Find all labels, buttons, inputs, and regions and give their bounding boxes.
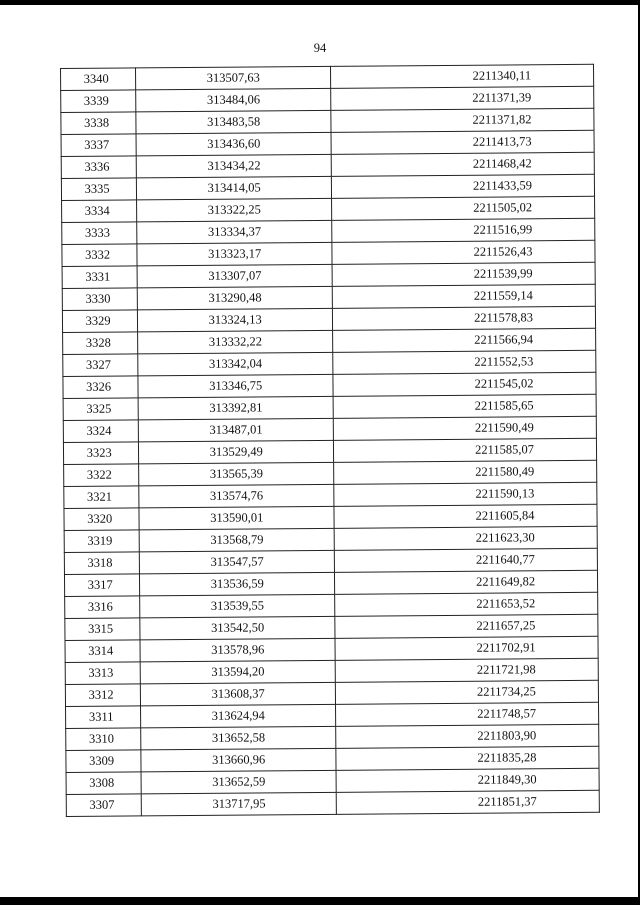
x-coordinate-cell: 313414,05 (137, 176, 332, 200)
x-coordinate-cell: 313565,39 (139, 462, 334, 486)
x-coordinate-cell: 313652,58 (141, 726, 336, 750)
point-number-cell: 3310 (66, 728, 141, 751)
y-coordinate-cell: 2211849,30 (336, 768, 599, 792)
y-coordinate-cell: 2211552,53 (333, 350, 596, 374)
point-number-cell: 3337 (61, 134, 136, 157)
y-coordinate-cell: 2211340,11 (331, 64, 594, 88)
point-number-cell: 3325 (63, 398, 138, 421)
y-coordinate-cell: 2211748,57 (336, 702, 599, 726)
x-coordinate-cell: 313578,96 (140, 638, 335, 662)
y-coordinate-cell: 2211580,49 (334, 460, 597, 484)
y-coordinate-cell: 2211505,02 (332, 196, 595, 220)
x-coordinate-cell: 313547,57 (140, 550, 335, 574)
x-coordinate-cell: 313542,50 (140, 616, 335, 640)
x-coordinate-cell: 313346,75 (138, 374, 333, 398)
scan-border-top (0, 0, 640, 5)
x-coordinate-cell: 313434,22 (136, 154, 331, 178)
point-number-cell: 3335 (61, 178, 136, 201)
point-number-cell: 3339 (61, 90, 136, 113)
x-coordinate-cell: 313574,76 (139, 484, 334, 508)
point-number-cell: 3308 (66, 772, 141, 795)
y-coordinate-cell: 2211721,98 (335, 658, 598, 682)
x-coordinate-cell: 313436,60 (136, 132, 331, 156)
point-number-cell: 3314 (65, 640, 140, 663)
x-coordinate-cell: 313652,59 (141, 770, 336, 794)
x-coordinate-cell: 313717,95 (142, 792, 337, 816)
x-coordinate-cell: 313594,20 (140, 660, 335, 684)
point-number-cell: 3336 (61, 156, 136, 179)
point-number-cell: 3320 (64, 508, 139, 531)
point-number-cell: 3332 (62, 244, 137, 267)
y-coordinate-cell: 2211590,13 (334, 482, 597, 506)
y-coordinate-cell: 2211653,52 (335, 592, 598, 616)
point-number-cell: 3328 (63, 332, 138, 355)
point-number-cell: 3315 (65, 618, 140, 641)
x-coordinate-cell: 313487,01 (139, 418, 334, 442)
y-coordinate-cell: 2211585,65 (333, 394, 596, 418)
point-number-cell: 3321 (64, 486, 139, 509)
point-number-cell: 3329 (62, 310, 137, 333)
y-coordinate-cell: 2211566,94 (333, 328, 596, 352)
x-coordinate-cell: 313324,13 (138, 308, 333, 332)
point-number-cell: 3312 (65, 684, 140, 707)
x-coordinate-cell: 313484,06 (136, 88, 331, 112)
x-coordinate-cell: 313332,22 (138, 330, 333, 354)
x-coordinate-cell: 313608,37 (141, 682, 336, 706)
point-number-cell: 3330 (62, 288, 137, 311)
y-coordinate-cell: 2211835,28 (336, 746, 599, 770)
point-number-cell: 3333 (62, 222, 137, 245)
x-coordinate-cell: 313322,25 (137, 198, 332, 222)
x-coordinate-cell: 313539,55 (140, 594, 335, 618)
point-number-cell: 3331 (62, 266, 137, 289)
y-coordinate-cell: 2211539,99 (332, 262, 595, 286)
point-number-cell: 3319 (64, 530, 139, 553)
y-coordinate-cell: 2211803,90 (336, 724, 599, 748)
y-coordinate-cell: 2211433,59 (332, 174, 595, 198)
coordinates-table (60, 64, 600, 817)
y-coordinate-cell: 2211585,07 (334, 438, 597, 462)
point-number-cell: 3338 (61, 112, 136, 135)
x-coordinate-cell: 313483,58 (136, 110, 331, 134)
point-number-cell: 3340 (61, 68, 136, 91)
x-coordinate-cell: 313660,96 (141, 748, 336, 772)
point-number-cell: 3309 (66, 750, 141, 773)
y-coordinate-cell: 2211851,37 (336, 790, 599, 814)
y-coordinate-cell: 2211640,77 (334, 548, 597, 572)
x-coordinate-cell: 313536,59 (140, 572, 335, 596)
x-coordinate-cell: 313590,01 (139, 506, 334, 530)
point-number-cell: 3313 (65, 662, 140, 685)
y-coordinate-cell: 2211605,84 (334, 504, 597, 528)
x-coordinate-cell: 313323,17 (137, 242, 332, 266)
point-number-cell: 3311 (66, 706, 141, 729)
y-coordinate-cell: 2211559,14 (332, 284, 595, 308)
y-coordinate-cell: 2211468,42 (331, 152, 594, 176)
coordinates-table-body (61, 64, 600, 816)
scan-border-bottom (0, 897, 640, 905)
x-coordinate-cell: 313392,81 (138, 396, 333, 420)
point-number-cell: 3316 (65, 596, 140, 619)
x-coordinate-cell: 313334,37 (137, 220, 332, 244)
y-coordinate-cell: 2211734,25 (335, 680, 598, 704)
y-coordinate-cell: 2211526,43 (332, 240, 595, 264)
x-coordinate-cell: 313342,04 (138, 352, 333, 376)
y-coordinate-cell: 2211516,99 (332, 218, 595, 242)
y-coordinate-cell: 2211649,82 (335, 570, 598, 594)
y-coordinate-cell: 2211545,02 (333, 372, 596, 396)
point-number-cell: 3322 (64, 464, 139, 487)
point-number-cell: 3307 (66, 794, 141, 817)
point-number-cell: 3317 (64, 574, 139, 597)
x-coordinate-cell: 313507,63 (136, 66, 331, 90)
point-number-cell: 3326 (63, 376, 138, 399)
page-number: 94 (313, 41, 327, 55)
point-number-cell: 3323 (63, 442, 138, 465)
y-coordinate-cell: 2211590,49 (333, 416, 596, 440)
x-coordinate-cell: 313290,48 (138, 286, 333, 310)
x-coordinate-cell: 313307,07 (137, 264, 332, 288)
y-coordinate-cell: 2211578,83 (333, 306, 596, 330)
point-number-cell: 3327 (63, 354, 138, 377)
x-coordinate-cell: 313529,49 (139, 440, 334, 464)
x-coordinate-cell: 313624,94 (141, 704, 336, 728)
y-coordinate-cell: 2211623,30 (334, 526, 597, 550)
point-number-cell: 3334 (62, 200, 137, 223)
y-coordinate-cell: 2211371,82 (331, 108, 594, 132)
y-coordinate-cell: 2211657,25 (335, 614, 598, 638)
y-coordinate-cell: 2211702,91 (335, 636, 598, 660)
table-row (66, 790, 599, 816)
point-number-cell: 3318 (64, 552, 139, 575)
x-coordinate-cell: 313568,79 (139, 528, 334, 552)
point-number-cell: 3324 (63, 420, 138, 443)
y-coordinate-cell: 2211371,39 (331, 86, 594, 110)
y-coordinate-cell: 2211413,73 (331, 130, 594, 154)
